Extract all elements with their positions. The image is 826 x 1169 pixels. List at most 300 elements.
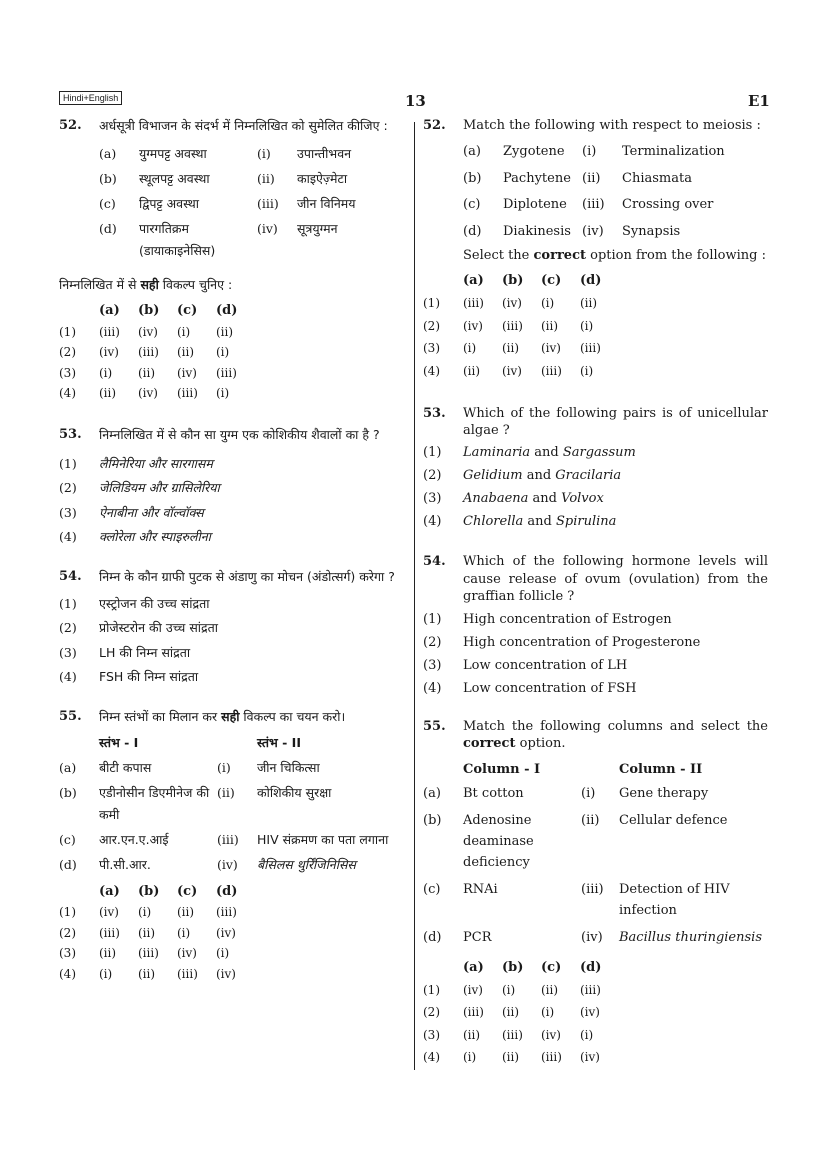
column-2-item: HIV संक्रमण का पता लगाना — [257, 831, 389, 847]
answer-option-3[interactable] — [423, 337, 768, 360]
options-list — [423, 441, 768, 533]
match-table — [423, 757, 768, 948]
option-number: (2) — [59, 925, 76, 940]
match-row — [99, 193, 408, 215]
match-row — [423, 810, 768, 873]
row-label: (b) — [463, 170, 482, 186]
option-cell: (ii) — [541, 318, 559, 333]
column-1-item: Bt cotton — [463, 785, 524, 801]
option-cell: (iii) — [502, 318, 523, 333]
select-text: निम्नलिखित में से — [59, 277, 141, 292]
option-number: (3) — [423, 341, 440, 355]
option-cell: (ii) — [138, 966, 156, 981]
column-1-item: RNAi — [463, 881, 498, 897]
conjunction: and — [528, 491, 562, 506]
option-cell: (iii) — [138, 345, 159, 359]
option-cell: (iv) — [216, 925, 236, 940]
option-2[interactable] — [59, 616, 408, 641]
species-name: Anabaena — [463, 491, 529, 506]
select-text: option from the following : — [586, 248, 767, 263]
option-text: LH की निम्न सांद्रता — [99, 644, 191, 660]
answer-option-4[interactable] — [423, 360, 768, 383]
column-1-item: Diplotene — [503, 197, 567, 212]
option-number: (3) — [423, 491, 442, 506]
column-2-item: जीन चिकित्सा — [257, 759, 320, 775]
option-cell: (iv) — [138, 324, 158, 339]
row-label: (d) — [59, 856, 77, 872]
header-cell: (c) — [177, 303, 198, 318]
text-part: Match the following columns and select the — [463, 718, 768, 734]
row-label: (iv) — [217, 856, 238, 872]
row-label: (a) — [59, 759, 77, 775]
option-cell: (iv) — [541, 341, 561, 355]
question-number: 55. — [423, 718, 446, 734]
answer-option-4[interactable] — [423, 1046, 768, 1069]
column-2-item: Gene therapy — [619, 785, 709, 801]
option-number: (3) — [59, 504, 77, 520]
question-body — [99, 424, 408, 450]
option-2[interactable] — [59, 476, 408, 501]
row-label: (iii) — [582, 197, 605, 212]
column-1-item: युग्मपट्ट अवस्था — [139, 146, 207, 161]
option-number: (4) — [423, 1050, 440, 1064]
question-body — [463, 551, 768, 606]
match-table — [59, 732, 408, 876]
option-number: (4) — [423, 680, 442, 696]
option-cell: (ii) — [580, 296, 598, 310]
option-number: (1) — [423, 296, 440, 310]
answer-option-1[interactable] — [423, 292, 768, 315]
option-4[interactable] — [59, 665, 408, 690]
answer-option-2[interactable] — [423, 315, 768, 338]
question-body — [99, 706, 408, 728]
option-cell: (iv) — [99, 905, 119, 919]
question-body — [463, 403, 768, 439]
option-number: (2) — [423, 468, 442, 483]
column-1-header: Column - I — [463, 761, 541, 777]
species-name: Laminaria — [463, 445, 531, 460]
column-2-item: Detection of HIV infection — [619, 881, 730, 918]
row-label: (ii) — [257, 171, 275, 186]
option-cell: (iii) — [216, 365, 237, 380]
page-number: 13 — [405, 92, 426, 110]
header-cell: (c) — [177, 883, 198, 899]
option-cell: (iii) — [463, 296, 484, 310]
option-number: (3) — [59, 644, 77, 660]
options-list — [59, 452, 408, 550]
row-label: (a) — [423, 785, 441, 801]
option-cell: (iv) — [580, 1005, 600, 1019]
option-cell: (i) — [216, 386, 230, 400]
option-cell: (iv) — [177, 946, 197, 960]
question-body — [463, 716, 768, 753]
option-number: (3) — [59, 365, 76, 380]
row-label: (i) — [582, 144, 597, 159]
option-text: एस्ट्रोजन की उच्च सांद्रता — [99, 595, 210, 611]
option-number: (1) — [59, 905, 76, 919]
option-cell: (ii) — [502, 341, 520, 355]
option-cell: (i) — [463, 1050, 477, 1064]
option-number: (2) — [423, 318, 440, 333]
answer-options — [59, 301, 408, 404]
species-name: Gelidium — [463, 468, 523, 483]
option-text: क्लोरेला और स्पाइरुलीना — [99, 529, 211, 544]
option-cell: (iv) — [580, 1050, 600, 1064]
option-cell: (ii) — [502, 1050, 520, 1064]
column-2-item: कोशिकीय सुरक्षा — [257, 784, 332, 800]
match-row — [59, 782, 408, 826]
option-cell: (iv) — [138, 386, 158, 400]
option-number: (2) — [59, 480, 77, 495]
conjunction: and — [523, 514, 556, 529]
option-cell: (iv) — [463, 982, 483, 997]
question-54-english — [423, 551, 768, 606]
question-body — [463, 115, 768, 139]
match-row — [59, 854, 408, 876]
answer-option-1[interactable] — [59, 322, 408, 343]
option-number: (1) — [423, 445, 442, 460]
column-2-item: जीन विनिमय — [297, 196, 356, 211]
option-1[interactable] — [59, 592, 408, 617]
option-text — [463, 510, 768, 533]
question-body — [99, 115, 408, 265]
answer-header — [59, 882, 408, 903]
select-instruction — [59, 273, 408, 297]
match-row — [99, 218, 408, 262]
option-cell: (i) — [580, 1027, 594, 1042]
option-number: (2) — [423, 634, 442, 650]
column-divider — [414, 122, 415, 1070]
answer-option-3[interactable] — [423, 1024, 768, 1047]
row-label: (iv) — [582, 223, 604, 239]
option-text: High concentration of Estrogen — [463, 611, 672, 627]
answer-header — [59, 301, 408, 322]
hindi-column — [59, 115, 408, 984]
text-part: निम्न स्तंभों का मिलान कर — [99, 708, 222, 724]
answer-option-1[interactable] — [59, 902, 408, 923]
options-list — [423, 608, 768, 700]
option-3[interactable] — [423, 654, 768, 677]
species-name: Sargassum — [562, 445, 636, 460]
column-2-header: स्तंभ - II — [257, 734, 301, 750]
column-headers — [423, 757, 768, 783]
question-55-hindi — [59, 706, 408, 728]
conjunction: and — [522, 468, 556, 483]
option-cell: (ii) — [463, 363, 481, 378]
option-cell: (iii) — [541, 1050, 562, 1064]
row-label: (a) — [463, 144, 481, 159]
option-cell: (i) — [463, 341, 477, 355]
match-row — [463, 219, 768, 246]
column-1-item: स्थूलपट्ट अवस्था — [139, 171, 210, 186]
answer-option-2[interactable] — [423, 1001, 768, 1024]
header-cell: (a) — [99, 303, 120, 318]
option-2[interactable] — [423, 464, 768, 487]
row-label: (c) — [423, 881, 441, 897]
option-number: (4) — [423, 514, 442, 529]
option-text: प्रोजेस्टरोन की उच्च सांद्रता — [99, 620, 219, 635]
option-number: (1) — [423, 982, 440, 997]
option-cell: (ii) — [138, 925, 156, 940]
answer-option-3[interactable] — [59, 943, 408, 964]
option-cell: (iv) — [216, 966, 236, 981]
column-2-item: सूत्रयुग्मन — [297, 221, 338, 236]
answer-option-4[interactable] — [59, 383, 408, 404]
option-cell: (ii) — [177, 905, 195, 919]
option-cell: (i) — [580, 318, 594, 333]
header-cell: (b) — [502, 273, 524, 288]
row-label: (d) — [463, 223, 482, 239]
match-row — [59, 757, 408, 779]
species-name: Gracilaria — [555, 468, 622, 483]
option-cell: (iii) — [177, 966, 198, 981]
answer-option-2[interactable] — [59, 342, 408, 363]
answer-option-3[interactable] — [59, 363, 408, 384]
header-cell: (a) — [463, 959, 484, 975]
answer-options — [423, 956, 768, 1069]
answer-header — [423, 956, 768, 979]
answer-option-2[interactable] — [59, 923, 408, 944]
row-label: (ii) — [582, 170, 601, 186]
column-2-item: Chiasmata — [622, 170, 692, 186]
question-number: 55. — [59, 708, 82, 724]
row-label: (d) — [99, 221, 117, 236]
option-cell: (iv) — [541, 1027, 561, 1042]
row-label: (b) — [423, 812, 442, 828]
conjunction: and — [530, 445, 563, 460]
header-cell: (d) — [580, 273, 602, 288]
match-row — [423, 927, 768, 948]
row-label: (iii) — [217, 831, 239, 847]
text-emphasis: सही — [221, 708, 240, 724]
question-52-english — [423, 115, 768, 139]
question-54-hindi — [59, 566, 408, 588]
option-cell: (iv) — [177, 365, 197, 380]
question-number: 52. — [423, 118, 446, 133]
option-cell: (i) — [99, 966, 113, 981]
option-1[interactable] — [59, 452, 408, 477]
column-2-item: काइऐज़्मेटा — [297, 171, 348, 186]
option-cell: (iii) — [580, 982, 601, 997]
option-cell: (iv) — [99, 345, 119, 359]
option-cell: (iii) — [541, 363, 562, 378]
select-emphasis: सही — [140, 277, 159, 292]
english-column — [423, 115, 768, 1069]
header-cell: (a) — [99, 883, 120, 899]
option-cell: (iv) — [502, 363, 522, 378]
row-label: (iv) — [581, 929, 603, 945]
question-number: 54. — [59, 568, 82, 584]
option-text — [463, 464, 768, 487]
row-label: (b) — [59, 784, 77, 800]
question-text: Which of the following pairs is of unicellular algae ? — [463, 406, 768, 438]
row-label: (i) — [217, 759, 231, 775]
option-3[interactable] — [59, 501, 408, 526]
column-1-item: Zygotene — [503, 144, 565, 159]
paper-code: E1 — [748, 92, 770, 110]
species-name: Chlorella — [463, 514, 524, 529]
column-1-item: Diakinesis — [503, 223, 571, 239]
option-number: (4) — [423, 363, 440, 378]
column-1-item: एडीनोसीन डिएमीनेज की कमी — [99, 784, 210, 822]
option-cell: (i) — [216, 946, 230, 960]
option-1[interactable] — [423, 608, 768, 631]
header-cell: (b) — [502, 959, 524, 975]
option-1[interactable] — [423, 441, 768, 464]
header-cell: (a) — [463, 273, 484, 288]
select-text: विकल्प चुनिए : — [158, 277, 233, 292]
answer-option-4[interactable] — [59, 964, 408, 985]
option-number: (1) — [59, 324, 76, 339]
option-number: (2) — [423, 1005, 440, 1019]
option-number: (1) — [423, 611, 442, 627]
row-label: (d) — [423, 929, 442, 945]
header-cell: (c) — [541, 959, 562, 975]
option-4[interactable] — [59, 525, 408, 550]
column-2-item: Crossing over — [622, 197, 714, 212]
option-cell: (ii) — [541, 982, 559, 997]
option-text: जेलिडियम और ग्रासिलेरिया — [99, 480, 220, 495]
option-cell: (i) — [502, 982, 516, 997]
column-1-item: बीटी कपास — [99, 759, 152, 775]
option-cell: (iii) — [99, 925, 120, 940]
answer-options — [59, 882, 408, 985]
question-number: 53. — [423, 406, 446, 421]
option-3[interactable] — [423, 487, 768, 510]
column-1-item: पारगतिक्रम (डायाकाइनेसिस) — [139, 221, 216, 258]
question-text — [99, 706, 408, 728]
column-2-header: Column - II — [619, 761, 703, 777]
match-row — [463, 192, 768, 219]
option-cell: (ii) — [463, 1027, 481, 1042]
header-cell: (b) — [138, 883, 160, 899]
question-text: Match the following with respect to meiosis : — [463, 118, 761, 133]
option-cell: (ii) — [502, 1005, 520, 1019]
option-text: High concentration of Progesterone — [463, 634, 701, 650]
column-1-item: Pachytene — [503, 170, 571, 186]
option-cell: (ii) — [138, 365, 156, 380]
column-2-item: Synapsis — [622, 223, 681, 239]
question-text: Which of the following hormone levels will cause release of ovum (ovulation) from the graffian follicle ? — [463, 554, 768, 604]
row-label: (c) — [463, 197, 481, 212]
option-number: (3) — [423, 1027, 440, 1042]
option-cell: (i) — [99, 365, 113, 380]
row-label: (i) — [257, 146, 271, 161]
question-body — [99, 566, 408, 588]
option-number: (4) — [59, 669, 77, 684]
answer-options — [423, 269, 768, 382]
option-cell: (i) — [580, 363, 594, 378]
header-cell: (b) — [138, 303, 160, 318]
question-number: 52. — [59, 118, 82, 133]
option-text: ऐनाबीना और वॉल्वॉक्स — [99, 504, 204, 520]
option-cell: (iii) — [463, 1005, 484, 1019]
match-table — [423, 139, 768, 245]
row-label: (iv) — [257, 221, 278, 236]
option-cell: (i) — [216, 345, 230, 359]
option-4[interactable] — [423, 510, 768, 533]
option-number: (3) — [59, 946, 76, 960]
column-1-item: Adenosine deaminase deficiency — [463, 812, 534, 870]
option-cell: (ii) — [177, 345, 195, 359]
question-number: 54. — [423, 554, 446, 569]
question-55-english — [423, 716, 768, 753]
option-number: (4) — [59, 386, 76, 400]
option-cell: (iii) — [177, 386, 198, 400]
question-text: अर्धसूत्री विभाजन के संदर्भ में निम्नलिखित को सुमेलित कीजिए : — [99, 118, 388, 133]
option-cell: (i) — [138, 905, 152, 919]
column-1-item: आर.एन.ए.आई — [99, 831, 169, 847]
option-2[interactable] — [423, 631, 768, 654]
language-tag: Hindi+English — [59, 91, 122, 105]
option-cell: (i) — [541, 296, 555, 310]
match-table — [99, 143, 408, 262]
option-number: (1) — [59, 595, 77, 611]
column-1-item: द्विपट्ट अवस्था — [139, 196, 199, 211]
option-number: (4) — [59, 966, 76, 981]
row-label: (ii) — [581, 812, 600, 828]
option-cell: (iii) — [99, 324, 120, 339]
option-text — [463, 487, 768, 510]
header-cell: (c) — [541, 273, 562, 288]
column-2-item: Bacillus thuringiensis — [619, 929, 762, 945]
option-cell: (iii) — [138, 946, 159, 960]
option-cell: (iii) — [580, 341, 601, 355]
match-row — [423, 879, 768, 921]
row-label: (i) — [581, 785, 596, 801]
option-text: Low concentration of LH — [463, 657, 628, 673]
row-label: (c) — [59, 831, 76, 847]
question-53-hindi — [59, 424, 408, 450]
option-4[interactable] — [423, 677, 768, 700]
answer-option-1[interactable] — [423, 979, 768, 1002]
match-row — [423, 783, 768, 804]
option-text — [463, 441, 768, 464]
option-text: FSH की निम्न सांद्रता — [99, 669, 199, 684]
option-cell: (iv) — [502, 296, 522, 310]
option-cell: (ii) — [216, 324, 234, 339]
row-label: (iii) — [581, 881, 604, 897]
option-cell: (ii) — [99, 386, 117, 400]
option-text: Low concentration of FSH — [463, 680, 637, 696]
question-52-hindi — [59, 115, 408, 265]
text-emphasis: correct — [463, 736, 516, 751]
text-part: विकल्प का चयन करो। — [239, 708, 346, 724]
column-headers — [59, 732, 408, 754]
answer-header — [423, 269, 768, 292]
species-name: Volvox — [561, 491, 604, 506]
option-number: (3) — [423, 657, 442, 673]
option-cell: (i) — [541, 1005, 555, 1019]
option-cell: (iii) — [216, 905, 237, 919]
row-label: (ii) — [217, 784, 235, 800]
row-label: (c) — [99, 196, 116, 211]
option-3[interactable] — [59, 641, 408, 666]
option-number: (1) — [59, 455, 77, 471]
header-cell: (d) — [216, 303, 238, 318]
option-cell: (iv) — [463, 318, 483, 333]
question-text — [463, 718, 768, 753]
question-text: निम्न के कौन ग्राफी पुटक से अंडाणु का मोचन (अंडोत्सर्ग) करेगा ? — [99, 568, 395, 584]
text-part: option. — [515, 736, 566, 751]
row-label: (b) — [99, 171, 117, 186]
column-2-item: Terminalization — [622, 144, 725, 159]
option-cell: (i) — [177, 925, 191, 940]
question-text: निम्नलिखित में से कौन सा युग्म एक कोशिकीय शैवालों का है ? — [99, 426, 380, 442]
column-2-item: उपान्तीभवन — [297, 146, 352, 161]
select-emphasis: correct — [533, 248, 586, 263]
option-number: (2) — [59, 345, 76, 359]
